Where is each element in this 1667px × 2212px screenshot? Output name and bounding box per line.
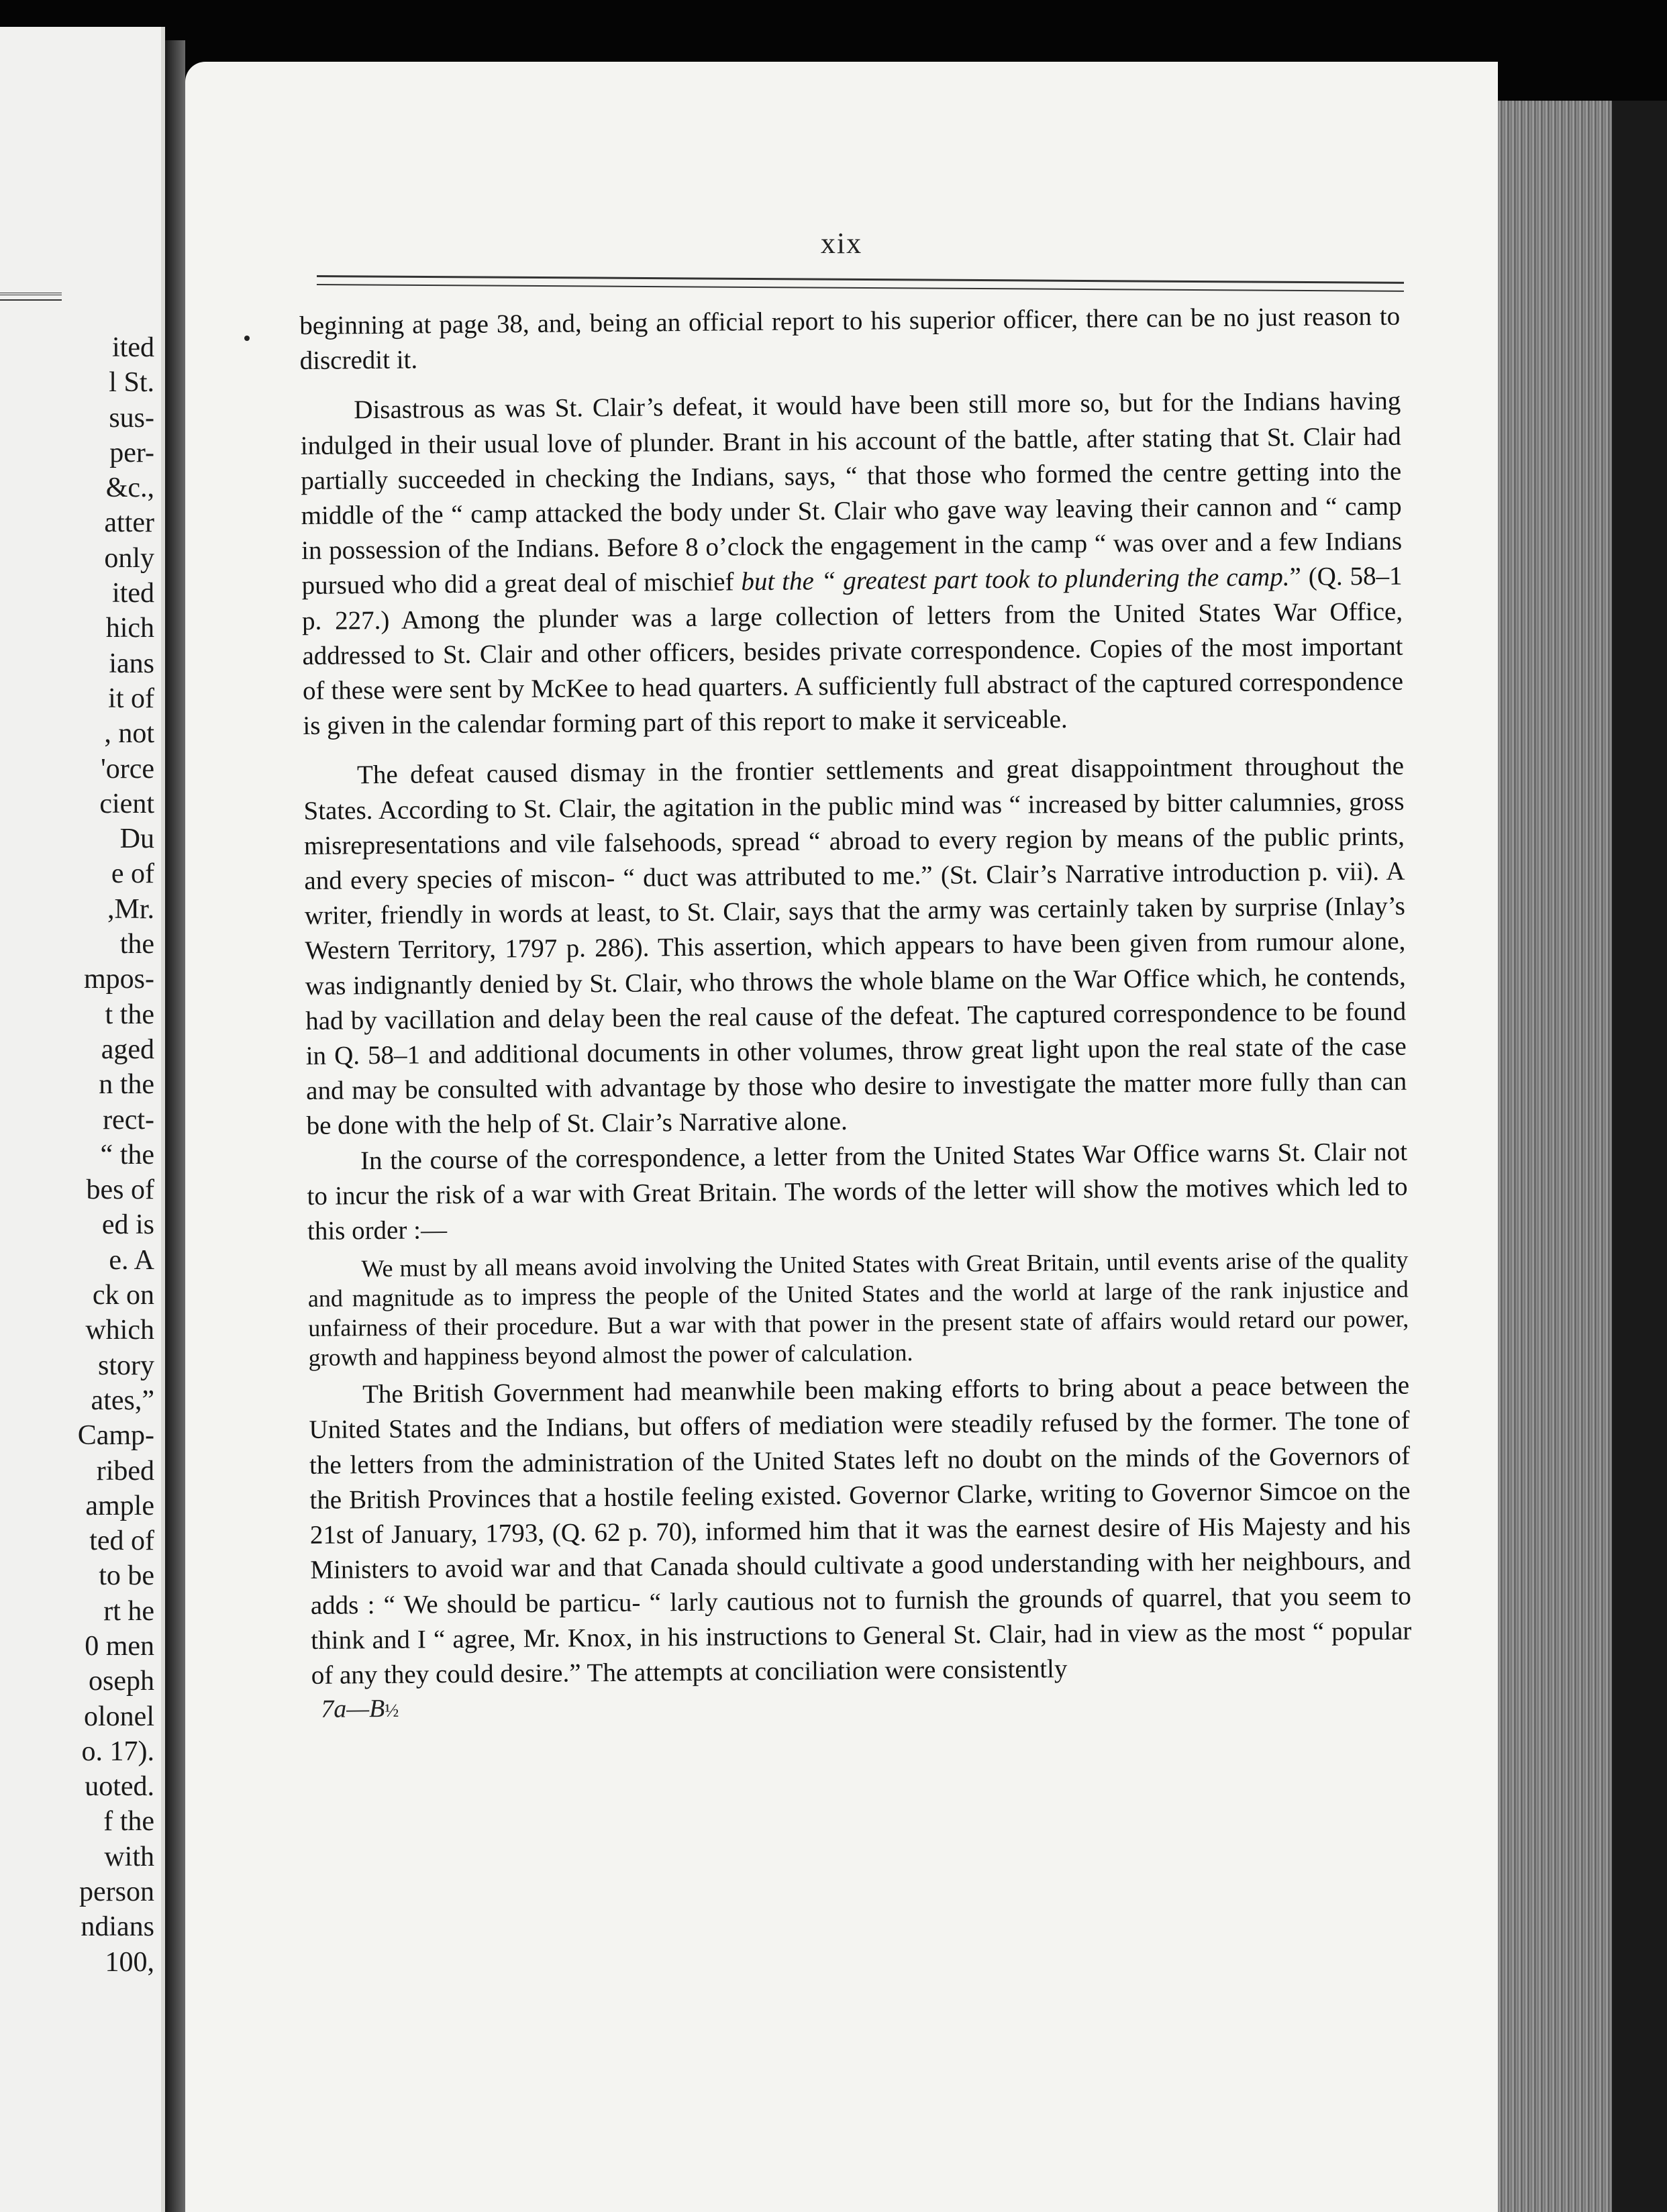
- left-page-line: ed is: [101, 1209, 154, 1241]
- left-page-line: ample: [85, 1490, 154, 1521]
- header-rule: [317, 275, 1404, 292]
- main-page: [185, 62, 1498, 2212]
- scan-edge-dark: [1612, 101, 1667, 2212]
- left-page-line: it of: [108, 683, 154, 714]
- left-page-line: “ the: [100, 1139, 154, 1170]
- left-page-line: , not: [104, 718, 154, 750]
- left-page-line: with: [104, 1841, 154, 1872]
- emphasis-quote: but the “ greatest part took to plundering the camp.: [741, 562, 1290, 597]
- paragraph-4: In the course of the correspondence, a letter from the United States War Office warns St. Clair not to incur the risk of a war with Great Britain. The words of the letter will show the motives which led to this order :—: [307, 1137, 1408, 1246]
- left-page-text: [78, 330, 154, 1980]
- left-page-line: ,Mr.: [107, 893, 154, 925]
- paragraph-2: Disastrous as was St. Clair’s defeat, it would have been still more so, but for the Indians having indulged in their usual love of plunder. Brant in his account of the battle, after stating that St. Clair had partially succeeded in checking the Indians, says, “ that those who formed the centre getting into the middle of the “ camp attacked the body under St. Clair who gave way leaving their cannon and “ camp in possession of the Indians. Before 8 o’clock the engagement in the camp “ was over and a few Indians pursued who did a great deal of mischief but the “ greatest part took to plundering the camp.” (Q. 58–1 p. 227.) Among the plunder was a large collection of letters from the United States War Office, addressed to St. Clair and other officers, besides private correspondence. Copies of the most important of these were sent by McKee to head quarters. A sufficiently full abstract of the captured correspondence is given in the calendar forming part of this report to make it serviceable.: [300, 387, 1404, 741]
- left-page-line: person: [79, 1876, 154, 1908]
- left-page-line: n the: [99, 1069, 154, 1101]
- left-page-line: 0 men: [85, 1630, 154, 1662]
- left-page-line: ians: [109, 648, 154, 679]
- left-page-line: story: [98, 1350, 154, 1381]
- left-page-line: ndians: [81, 1911, 154, 1943]
- left-page-rule: [0, 293, 62, 301]
- left-page-line: f the: [103, 1806, 154, 1838]
- left-page-line: ited: [112, 578, 154, 609]
- left-page-line: sus-: [109, 402, 154, 434]
- left-page-line: bes of: [86, 1174, 154, 1206]
- left-page-line: Du: [119, 823, 154, 855]
- left-page-line: ted of: [89, 1525, 154, 1557]
- left-page-line: &c.,: [105, 472, 154, 504]
- left-page-line: mpos-: [84, 964, 154, 995]
- left-page-line: ck on: [92, 1280, 154, 1311]
- left-page-line: atter: [104, 507, 154, 539]
- left-page-line: rt he: [103, 1595, 154, 1627]
- left-page-line: Camp-: [77, 1420, 154, 1452]
- left-page-line: rect-: [103, 1104, 154, 1136]
- left-page-line: ited: [112, 332, 154, 363]
- left-page-line: ates,”: [91, 1385, 154, 1416]
- left-page-line: hich: [105, 613, 154, 644]
- paragraph-6: The British Government had meanwhile been making efforts to bring about a peace between the United States and the Indians, but offers of mediation were steadily refused by the former. The tone of the letters from the administration of the United States left no doubt on the minds of the Governors of the British Provinces that a hostile feeling existed. Governor Clarke, writing to Governor Simcoe on the 21st of January, 1793, (Q. 62 p. 70), informed him that it was the earnest desire of His Majesty and his Ministers to avoid war and that Canada should cultivate a good understanding with her neighbours, and adds : “ We should be particu- “ larly cautious not to furnish the grounds of quarrel, that you seem to think and I “ agree, Mr. Knox, in his instructions to General St. Clair, had in view as the most “ popular of any they could desire.” The attempts at conciliation were consistently: [309, 1370, 1412, 1690]
- page-edges: [1498, 101, 1612, 2212]
- signature-mark: 7a—B½: [321, 1695, 399, 1723]
- left-page-line: ribed: [96, 1455, 154, 1487]
- left-page-line: cient: [99, 788, 154, 819]
- left-page-line: o. 17).: [81, 1736, 154, 1767]
- left-page-line: e of: [111, 858, 154, 890]
- paragraph-1: beginning at page 38, and, being an official report to his superior officer, there can be no just reason to discredit it.: [299, 301, 1401, 376]
- left-page-line: olonel: [84, 1701, 154, 1732]
- left-page-line: only: [104, 542, 154, 574]
- paragraph-3: The defeat caused dismay in the frontier settlements and great disappointment throughout the States. According to St. Clair, the agitation in the public mind was “ increased by bitter calumnies, gross misrepresentations and vile falsehoods, spread “ abroad to every region by means of the public prints, and every species of miscon- “ duct was attributed to me.” (St. Clair’s Narrative introduction p. vii). A writer, friendly in words at least, to St. Clair, says that the army was certainly taken by surprise (Inlay’s Western Territory, 1797 p. 286). This assertion, which appears to have been given from rumour alone, was indignantly denied by St. Clair, who throws the whole blame on the War Office which, he contends, had by vacillation and delay been the real cause of the defeat. The captured correspondence to be found in Q. 58–1 and additional documents in other volumes, throw great light upon the real state of the case and may be consulted with advantage by those who desire to investigate the matter more fully than can be done with the help of St. Clair’s Narrative alone.: [303, 752, 1407, 1141]
- left-page-fragment: [0, 27, 165, 2212]
- body-text: [299, 299, 1412, 1727]
- left-page-line: 100,: [105, 1946, 154, 1978]
- left-page-line: the: [119, 929, 154, 960]
- left-page-line: aged: [101, 1034, 154, 1065]
- stray-mark: [244, 336, 250, 341]
- left-page-line: 'orce: [101, 753, 154, 785]
- left-page-line: uoted.: [85, 1771, 154, 1803]
- page-number: xix: [820, 227, 863, 260]
- left-page-line: e. A: [109, 1244, 154, 1276]
- left-page-line: oseph: [89, 1666, 154, 1697]
- left-page-line: which: [85, 1315, 154, 1346]
- block-quote: We must by all means avoid involving the United States with Great Britain, until events arise of the quality and magnitude as to impress the people of the United States and the world at large of the rank injustice and unfairness of their procedure. But a war with that power in the present state of affairs would retard our power, growth and happiness beyond almost the power of calculation.: [307, 1246, 1409, 1372]
- left-page-line: l St.: [109, 367, 154, 399]
- left-page-line: t the: [105, 999, 154, 1030]
- left-page-line: to be: [99, 1560, 154, 1592]
- book-gutter: [165, 40, 185, 2212]
- left-page-line: per-: [109, 437, 154, 468]
